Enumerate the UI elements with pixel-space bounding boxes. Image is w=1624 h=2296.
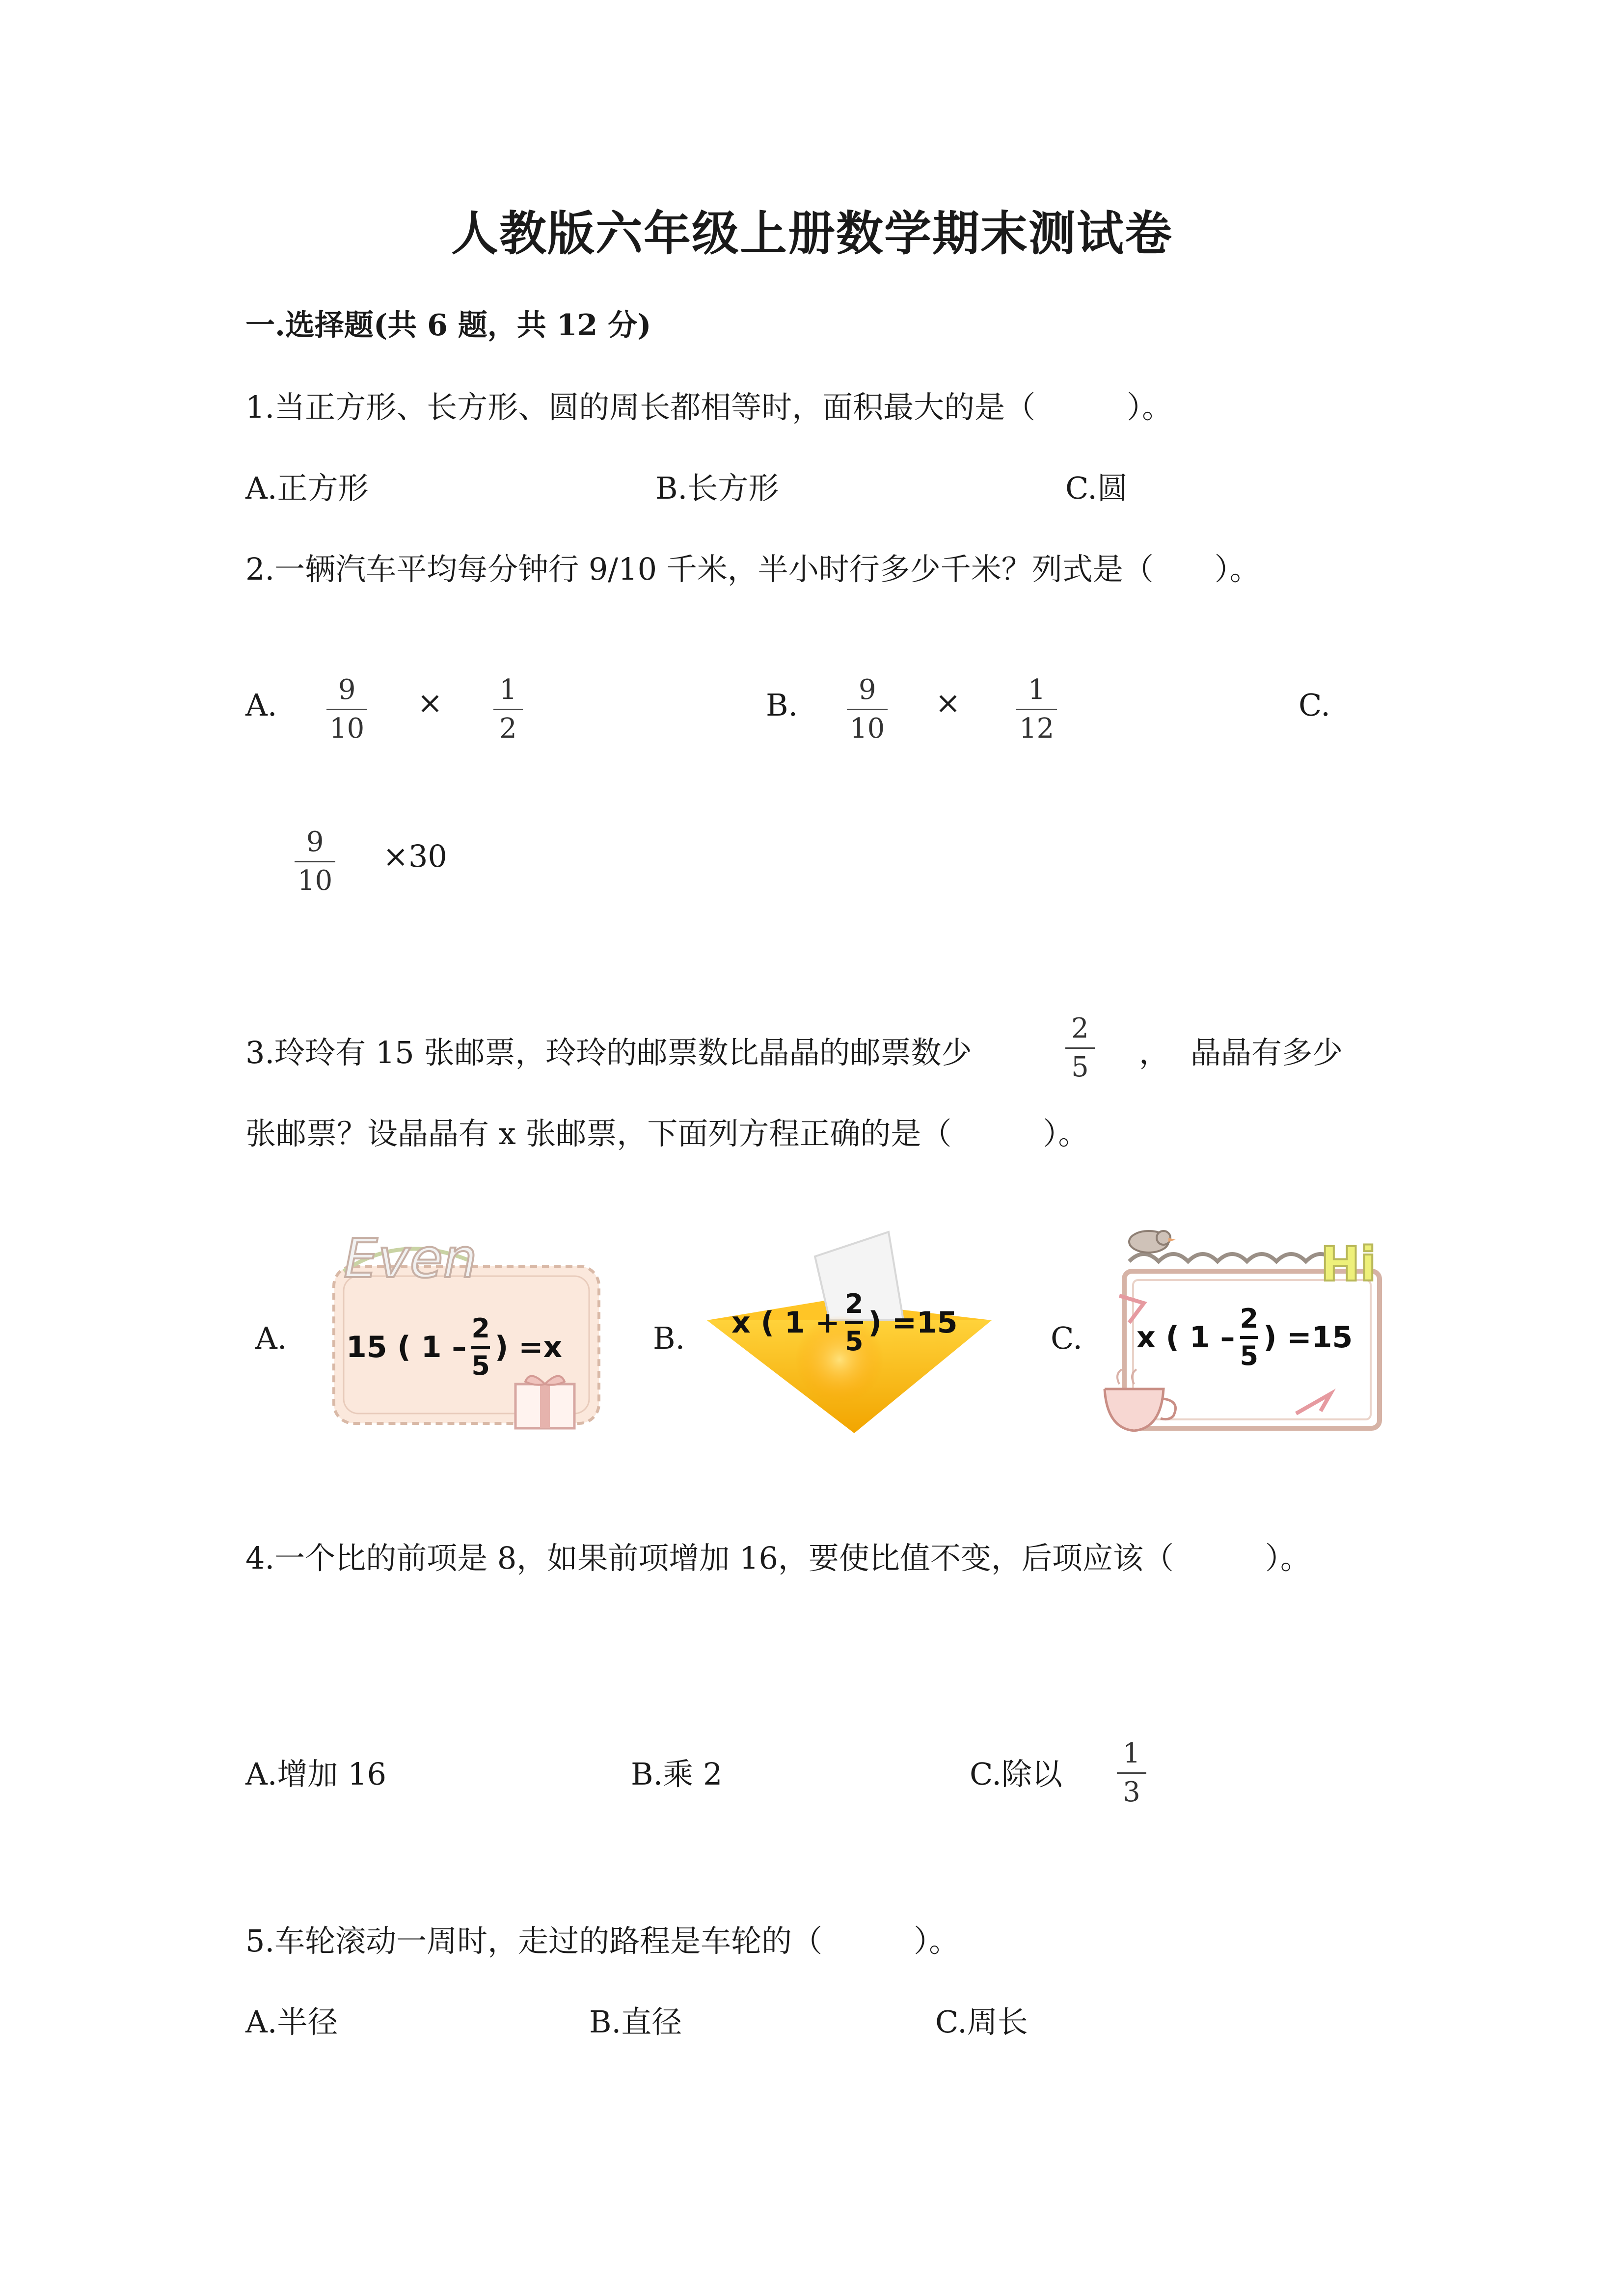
card-c-decoration-text: Hi bbox=[1321, 1237, 1377, 1292]
question-2-stem: 2.一辆汽车平均每分钟行 9/10 千米，半小时行多少千米？列式是（ ）。 bbox=[245, 551, 1260, 587]
card-a-decoration-text: Even bbox=[344, 1227, 477, 1290]
q5-option-c: C.周长 bbox=[935, 2004, 1028, 2040]
q3-option-b-label: B. bbox=[653, 1320, 685, 1356]
q2-a-times: × bbox=[417, 685, 443, 721]
card-a-equation: 15 ( 1 – 2 5 ) =x bbox=[346, 1313, 563, 1381]
q2-c-times-30: ×30 bbox=[383, 838, 447, 874]
q2-a-fraction-2: 1 2 bbox=[493, 676, 523, 743]
q3-option-c-card bbox=[1090, 1217, 1394, 1443]
q3-option-c-label: C. bbox=[1051, 1320, 1083, 1356]
page-title: 人教版六年级上册数学期末测试卷 bbox=[451, 206, 1173, 261]
q1-option-c: C.圆 bbox=[1065, 470, 1128, 506]
question-3-comma: ， bbox=[1139, 1035, 1170, 1070]
q1-option-a: A.正方形 bbox=[245, 470, 369, 506]
q4-option-c: C.除以 bbox=[970, 1756, 1062, 1792]
q2-a-fraction-1: 9 10 bbox=[326, 676, 367, 743]
q4-option-b: B.乘 2 bbox=[631, 1756, 723, 1792]
card-b-equation: x ( 1 + 2 5 ) =15 bbox=[731, 1288, 958, 1357]
q2-b-times: × bbox=[935, 685, 961, 721]
q3-option-a-label: A. bbox=[255, 1320, 287, 1356]
q2-b-fraction-1: 9 10 bbox=[847, 676, 888, 743]
question-3-stem-line2: 张邮票？设晶晶有 x 张邮票，下面列方程正确的是（ ）。 bbox=[245, 1116, 1089, 1151]
q2-option-c-label: C. bbox=[1299, 687, 1330, 723]
section-heading: 一.选择题(共 6 题，共 12 分) bbox=[245, 308, 651, 343]
q4-option-a: A.增加 16 bbox=[245, 1756, 387, 1792]
question-3-stem-part1: 3.玲玲有 15 张邮票，玲玲的邮票数比晶晶的邮票数少 bbox=[245, 1035, 972, 1070]
question-3-stem-part2: 晶晶有多少 bbox=[1191, 1035, 1343, 1070]
q3-option-a-card bbox=[324, 1227, 609, 1433]
q2-b-fraction-2: 1 12 bbox=[1016, 676, 1057, 743]
bird-icon bbox=[1129, 1231, 1176, 1253]
q5-option-a: A.半径 bbox=[245, 2004, 338, 2040]
question-1-stem: 1.当正方形、长方形、圆的周长都相等时，面积最大的是（ ）。 bbox=[245, 389, 1173, 425]
q3-stem-fraction: 2 5 bbox=[1065, 1015, 1095, 1081]
q3-option-b-card bbox=[697, 1227, 1001, 1443]
q2-option-a-label: A. bbox=[245, 687, 277, 723]
q5-option-b: B.直径 bbox=[589, 2004, 682, 2040]
question-4-stem: 4.一个比的前项是 8，如果前项增加 16，要使比值不变，后项应该（ ）。 bbox=[245, 1540, 1311, 1576]
card-c-equation: x ( 1 – 2 5 ) =15 bbox=[1137, 1303, 1353, 1371]
q2-option-b-label: B. bbox=[766, 687, 798, 723]
q2-c-fraction: 9 10 bbox=[295, 828, 335, 895]
q4-c-fraction: 1 3 bbox=[1117, 1740, 1146, 1806]
q1-option-b: B.长方形 bbox=[655, 470, 779, 506]
question-5-stem: 5.车轮滚动一周时，走过的路程是车轮的（ ）。 bbox=[245, 1923, 960, 1959]
